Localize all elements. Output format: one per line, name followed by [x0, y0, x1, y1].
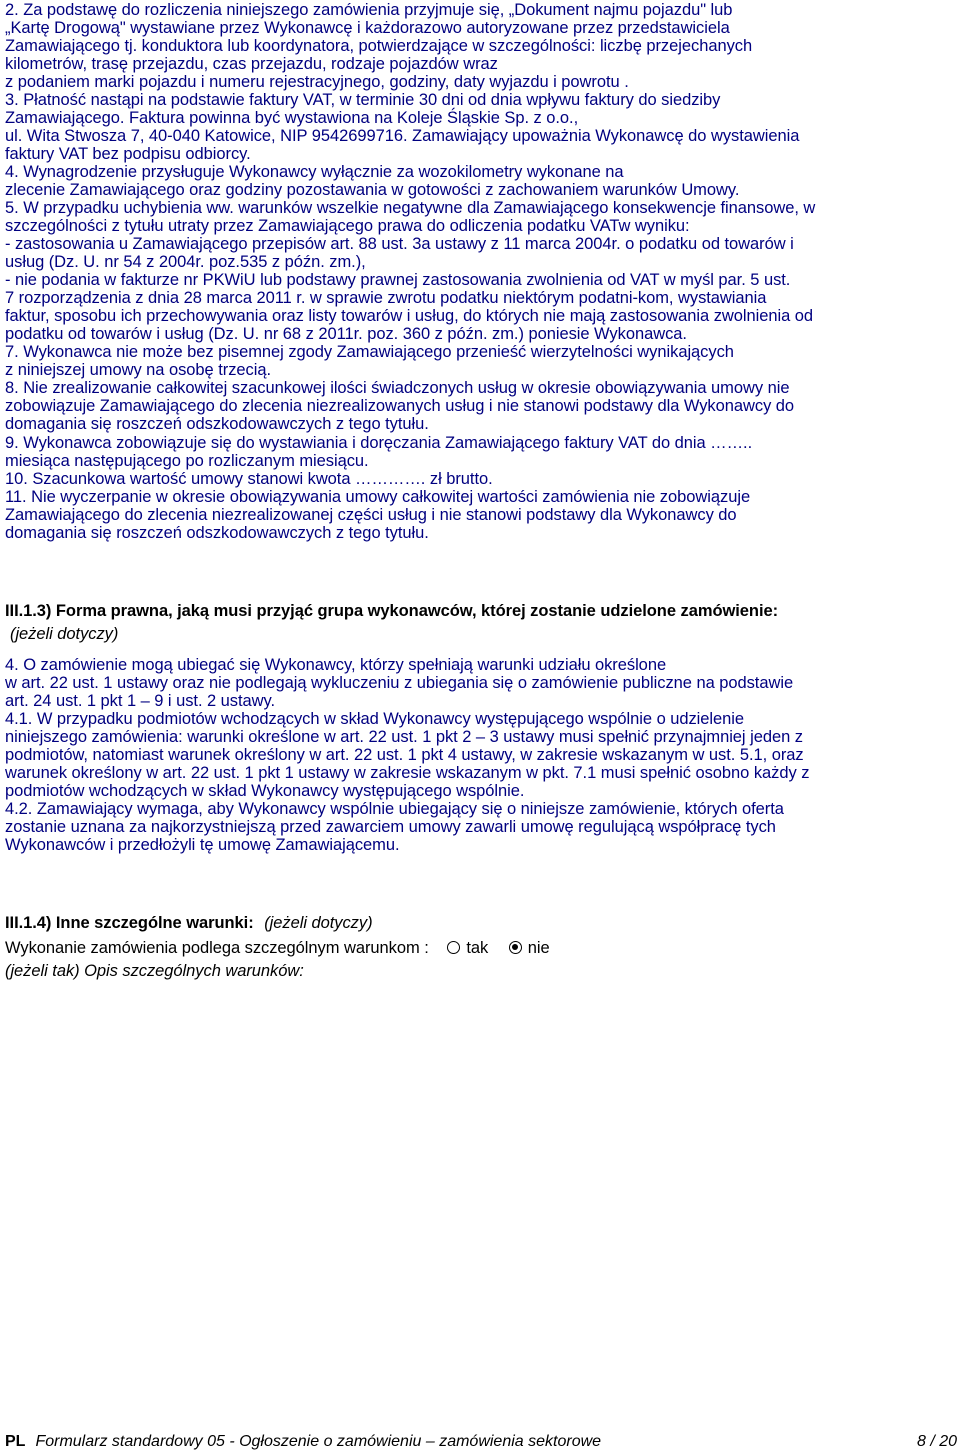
text-line: 4.1. W przypadku podmiotów wchodzących w skład Wykonawcy występującego wspólnie o udzielenie — [5, 710, 745, 728]
section-note: (jeżeli dotyczy) — [264, 914, 373, 932]
text-line: podatku od towarów i usług (Dz. U. nr 68 z 2011r. poz. 360 z późn. zm.) poniesie Wykonawca. — [5, 325, 687, 343]
radio-no[interactable] — [509, 939, 550, 957]
text-line: usług (Dz. U. nr 54 z 2004r. poz.535 z późn. zm.), — [5, 253, 366, 271]
radio-selected-icon — [509, 941, 522, 954]
text-line: ul. Wita Stwosza 7, 40-040 Katowice, NIP 9542699716. Zamawiający upoważnia Wykonawcę do wystawienia — [5, 127, 800, 145]
text-line: Wykonawców i przedłożyli tę umowę Zamawiającemu. — [5, 836, 400, 854]
text-line: - nie podania w fakturze nr PKWiU lub podstawy prawnej zastosowania zwolnienia od VAT w myśl par. 5 ust. — [5, 271, 791, 289]
section-iii-1-4 — [5, 912, 957, 987]
text-line: zlecenie Zamawiającego oraz godziny pozostawania w gotowości z zachowaniem warunków Umowy. — [5, 181, 740, 199]
text-line: 9. Wykonawca zobowiązuje się do wystawiania i doręczania Zamawiającego faktury VAT do dnia …….. — [5, 434, 753, 452]
text-line: szczególności z tytułu utraty przez Zamawiającego prawa do odliczenia podatku VATw wyniku: — [5, 217, 690, 235]
text-line: faktury VAT bez podpisu odbiorcy. — [5, 145, 251, 163]
text-line: z podaniem marki pojazdu i numeru rejestracyjnego, godziny, daty wyjazdu i powrotu . — [5, 73, 629, 91]
radio-yes[interactable] — [447, 939, 492, 957]
text-line: domagania się roszczeń odszkodowawczych z tego tytułu. — [5, 524, 429, 542]
text-line: 11. Nie wyczerpanie w okresie obowiązywania umowy całkowitej wartości zamówienia nie zobowiązuje — [5, 488, 751, 506]
text-line: faktur, sposobu ich przechowywania oraz listy towarów i usług, do których nie mają zastosowania zwolnienia od — [5, 307, 814, 325]
text-line: podmiotów, natomiast warunek określony w art. 22 ust. 1 pkt 4 ustawy, w zakresie wskazanym w ust. 5.1, oraz — [5, 746, 804, 764]
text-line: w art. 22 ust. 1 ustawy oraz nie podlegają wykluczeniu z ubiegania się o zamówienie publiczne na podstawie — [5, 674, 794, 692]
text-line: 4.2. Zamawiający wymaga, aby Wykonawcy wspólnie ubiegający się o niniejsze zamówienie, których oferta — [5, 800, 784, 818]
text-line: art. 24 ust. 1 pkt 1 – 9 i ust. 2 ustawy. — [5, 692, 276, 710]
text-line: miesiąca następującego po rozliczanym miesiącu. — [5, 452, 369, 470]
text-line: 4. Wynagrodzenie przysługuje Wykonawcy wyłącznie za wozokilometry wykonane na — [5, 163, 624, 181]
text-line: „Kartę Drogową" wystawiane przez Wykonawcę i każdorazowo autoryzowane przez przedstawiciela — [5, 19, 730, 37]
radio-yes-label: tak — [466, 939, 489, 957]
description-label: (jeżeli tak) Opis szczególnych warunków: — [5, 962, 304, 980]
text-line: kilometrów, trasę przejazdu, czas przejazdu, rodzaje pojazdów wraz — [5, 55, 498, 73]
text-line: domagania się roszczeń odszkodowawczych z tego tytułu. — [5, 415, 429, 433]
section-iii-1-3 — [5, 600, 957, 860]
footer-page-number: 8 / 20 — [916, 1433, 957, 1450]
footer-form-name: Formularz standardowy 05 - Ogłoszenie o zamówieniu – zamówienia sektorowe — [35, 1433, 602, 1450]
text-line: 3. Płatność nastąpi na podstawie faktury VAT, w terminie 30 dni od dnia wpływu faktury do siedziby — [5, 91, 721, 109]
text-line: 7. Wykonawca nie może bez pisemnej zgody Zamawiającego przenieść wierzytelności wynikających — [5, 343, 734, 361]
text-line: zostanie uznana za najkorzystniejszą przed zawarciem umowy zawarli umowę regulującą współpracę tych — [5, 818, 776, 836]
contract-terms — [5, 0, 957, 545]
section-heading: III.1.3) Forma prawna, jaką musi przyjąć grupa wykonawców, której zostanie udzielone zamówienie: — [5, 602, 779, 620]
page-footer — [5, 1433, 957, 1451]
text-line: 7 rozporządzenia z dnia 28 marca 2011 r. w sprawie zwrotu podatku niektórym podatni-kom, wystawiania — [5, 289, 767, 307]
text-line: 4. O zamówienie mogą ubiegać się Wykonawcy, którzy spełniają warunki udziału określone — [5, 656, 667, 674]
text-line: 8. Nie zrealizowanie całkowitej szacunkowej ilości świadczonych usług w okresie obowiązywania umowy nie — [5, 379, 790, 397]
text-line: z niniejszej umowy na osobę trzecią. — [5, 361, 271, 379]
footer-lang: PL — [5, 1433, 26, 1450]
text-line: warunek określony w art. 22 ust. 1 pkt 1 ustawy w zakresie wskazanym w pkt. 7.1 musi spełnić osobno każdy z — [5, 764, 810, 782]
text-line: podmiotów wchodzących w skład Wykonawcy występującego wspólnie. — [5, 782, 525, 800]
text-line: Zamawiającego. Faktura powinna być wystawiona na Koleje Śląskie Sp. z o.o., — [5, 109, 579, 127]
text-line: zobowiązuje Zamawiającego do zlecenia niezrealizowanych usług i nie stanowi podstawy dla Wykonawcy do — [5, 397, 795, 415]
section-heading-row — [5, 914, 373, 932]
radio-no-label: nie — [527, 939, 550, 957]
text-line: Zamawiającego do zlecenia niezrealizowanej części usług i nie stanowi podstawy dla Wykonawcy do — [5, 506, 737, 524]
special-conditions-row — [5, 939, 550, 957]
section-note: (jeżeli dotyczy) — [10, 625, 119, 643]
text-line: niniejszego zamówienia: warunki określone w art. 22 ust. 1 pkt 2 – 3 ustawy musi spełnić przynajmniej jeden z — [5, 728, 803, 746]
section-heading: III.1.4) Inne szczególne warunki: — [5, 914, 254, 932]
text-line: - zastosowania u Zamawiającego przepisów art. 88 ust. 3a ustawy z 11 marca 2004r. o podatku od towarów i — [5, 235, 794, 253]
radio-circle-icon — [447, 941, 460, 954]
text-line: Zamawiającego tj. konduktora lub koordynatora, potwierdzające w szczególności: liczbę przejechanych — [5, 37, 753, 55]
text-line: 10. Szacunkowa wartość umowy stanowi kwota …………. zł brutto. — [5, 470, 493, 488]
text-line: 2. Za podstawę do rozliczenia niniejszego zamówienia przyjmuje się, „Dokument najmu pojazdu" lub — [5, 1, 733, 19]
text-line: 5. W przypadku uchybienia ww. warunków wszelkie negatywne dla Zamawiającego konsekwencje finansowe, w — [5, 199, 816, 217]
special-conditions-question: Wykonanie zamówienia podlega szczególnym warunkom : — [5, 939, 429, 957]
